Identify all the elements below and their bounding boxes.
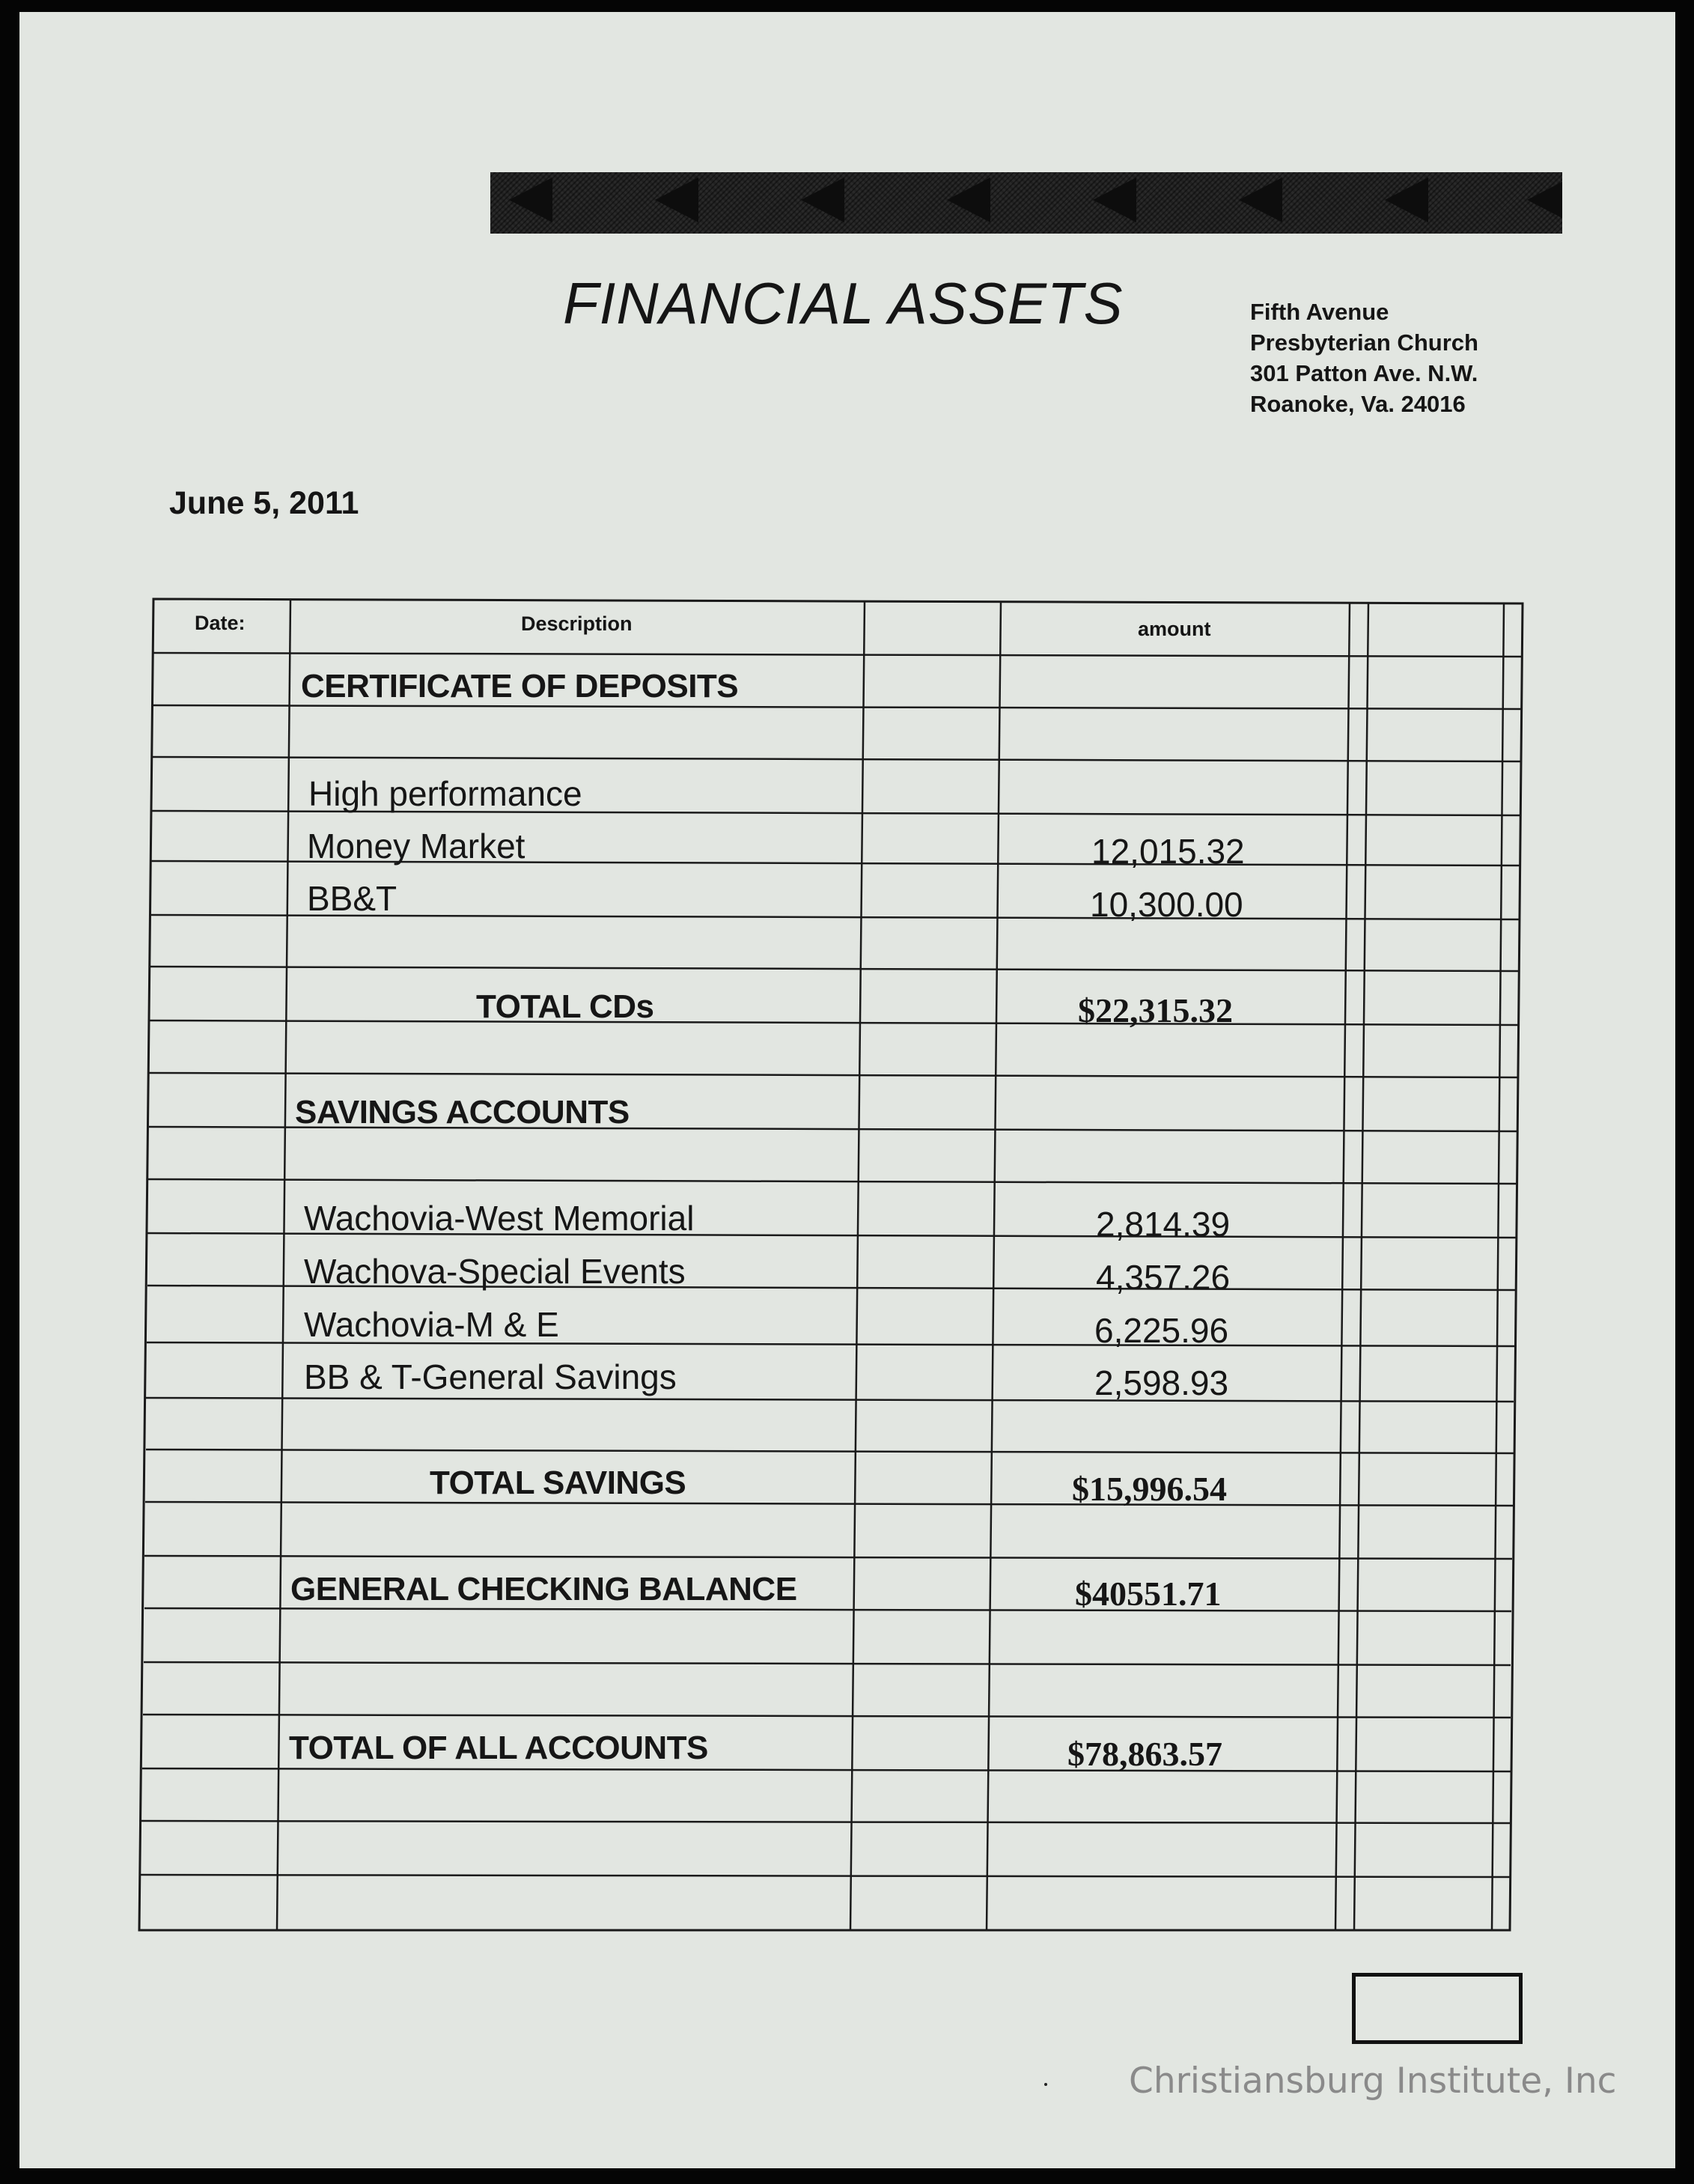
column-header-amount: amount bbox=[1138, 618, 1211, 640]
total-cds-amount: $22,315.32 bbox=[1078, 991, 1233, 1029]
savings-item-amount: 2,598.93 bbox=[1094, 1363, 1229, 1402]
column-header-description: Description bbox=[521, 612, 633, 635]
cd-item-amount: 12,015.32 bbox=[1091, 832, 1245, 871]
section-heading-savings: SAVINGS ACCOUNTS bbox=[295, 1094, 630, 1131]
savings-item-amount: 4,357.26 bbox=[1096, 1258, 1231, 1297]
checking-balance-amount: $40551.71 bbox=[1075, 1575, 1222, 1613]
ink-dot bbox=[1044, 2083, 1047, 2086]
address-line: 301 Patton Ave. N.W. bbox=[1250, 360, 1478, 386]
section-heading-cds: CERTIFICATE OF DEPOSITS bbox=[301, 668, 739, 705]
checking-balance-label: GENERAL CHECKING BALANCE bbox=[290, 1571, 797, 1607]
savings-item-description: BB & T-General Savings bbox=[304, 1357, 677, 1396]
savings-item-amount: 2,814.39 bbox=[1096, 1205, 1231, 1244]
savings-item-amount: 6,225.96 bbox=[1094, 1311, 1229, 1350]
cd-item-description: High performance bbox=[308, 774, 582, 813]
savings-item-description: Wachovia-West Memorial bbox=[304, 1199, 695, 1238]
address-line: Fifth Avenue bbox=[1250, 299, 1389, 325]
grand-total-label: TOTAL OF ALL ACCOUNTS bbox=[289, 1730, 708, 1766]
savings-item-description: Wachovia-M & E bbox=[304, 1305, 559, 1344]
column-header-date: Date: bbox=[195, 612, 246, 634]
cd-item-amount: 10,300.00 bbox=[1090, 885, 1243, 924]
cd-item-description: Money Market bbox=[307, 827, 525, 866]
savings-item-description: Wachova-Special Events bbox=[304, 1252, 686, 1291]
address-line: Presbyterian Church bbox=[1250, 329, 1478, 356]
document-title: FINANCIAL ASSETS bbox=[563, 270, 1124, 336]
cd-item-description: BB&T bbox=[307, 879, 397, 918]
grand-total-amount: $78,863.57 bbox=[1067, 1735, 1222, 1773]
report-date: June 5, 2011 bbox=[169, 485, 359, 521]
address-line: Roanoke, Va. 24016 bbox=[1250, 391, 1466, 417]
total-savings-label: TOTAL SAVINGS bbox=[430, 1464, 686, 1501]
empty-stamp-box bbox=[1352, 1973, 1523, 2044]
archive-watermark: Christiansburg Institute, Inc bbox=[1129, 2060, 1617, 2102]
total-cds-label: TOTAL CDs bbox=[476, 988, 654, 1025]
total-savings-amount: $15,996.54 bbox=[1072, 1470, 1227, 1508]
